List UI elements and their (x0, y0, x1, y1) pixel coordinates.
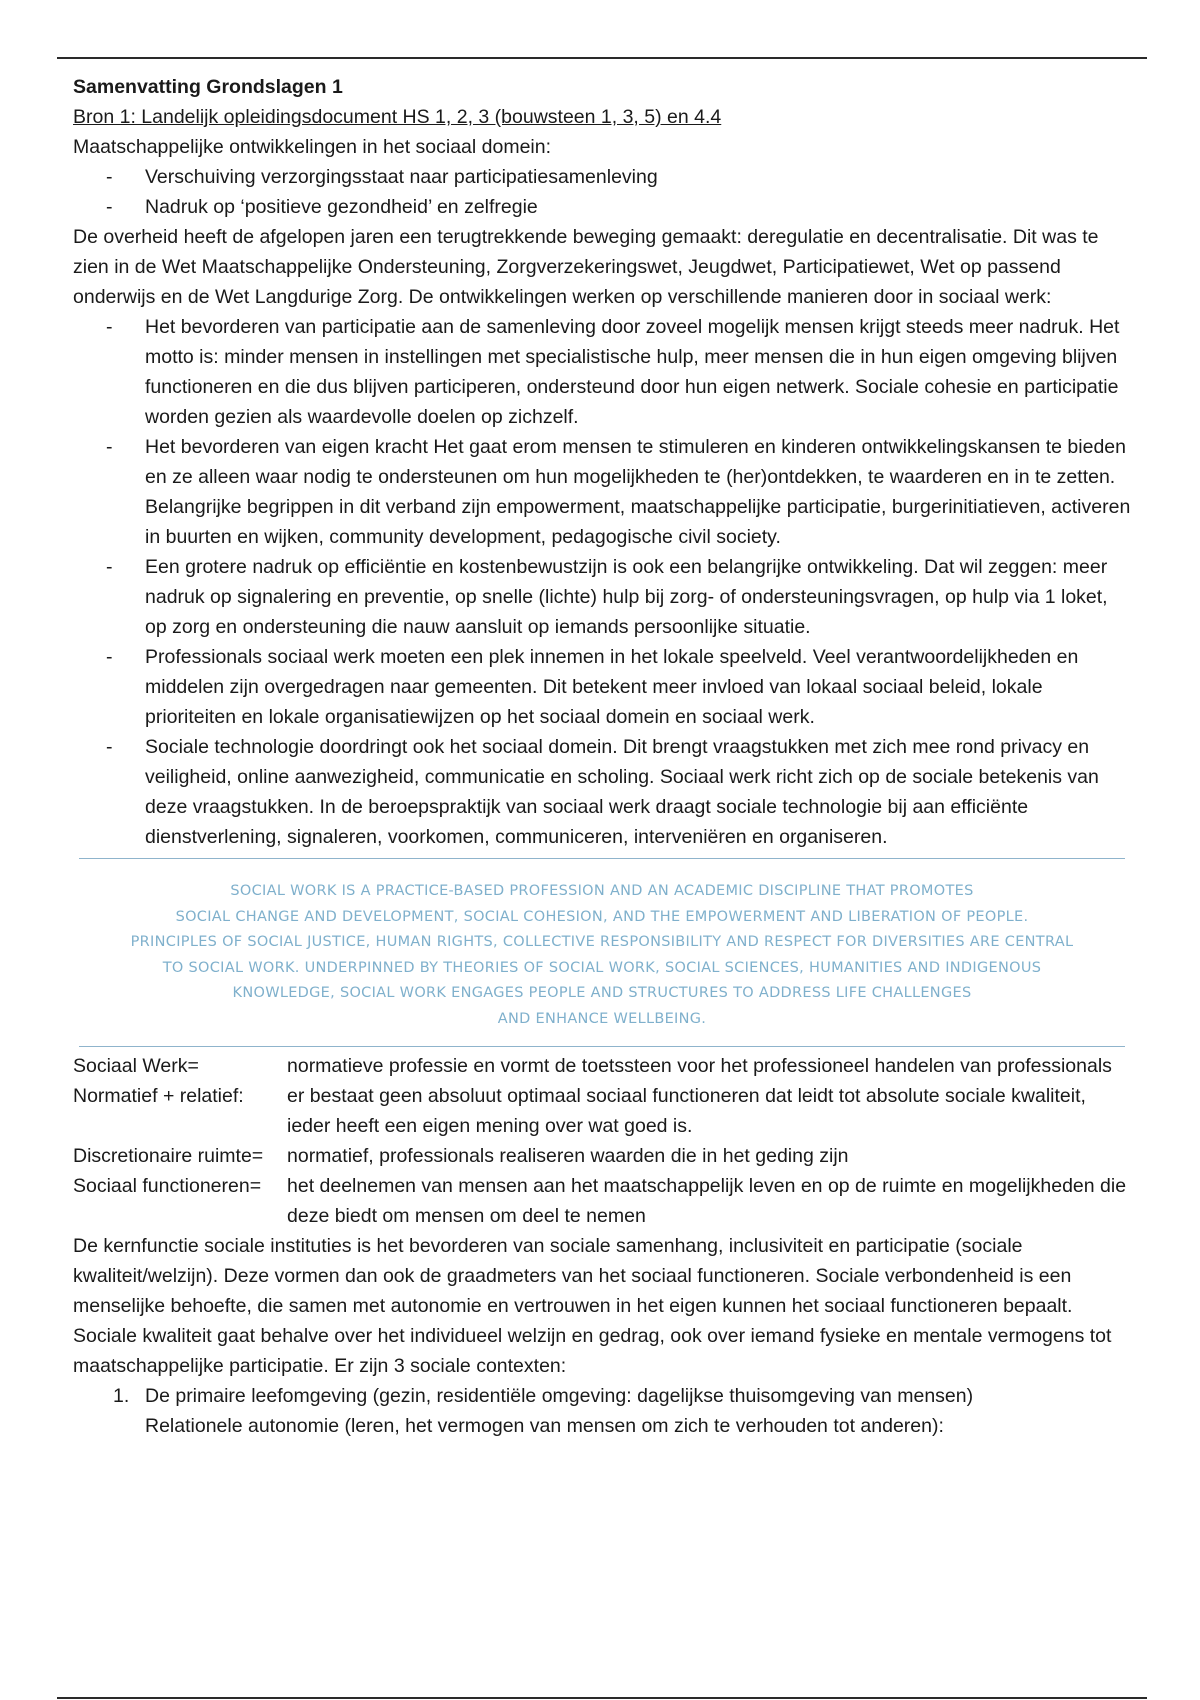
quote-line: KNOWLEDGE, SOCIAL WORK ENGAGES PEOPLE AND STRUCTURES TO ADDRESS LIFE CHALLENGES (232, 985, 972, 1001)
list-item (73, 192, 1133, 222)
list-item-text: Nadruk op ‘positieve gezondheid’ en zelfregie (145, 196, 538, 218)
context-title: De primaire leefomgeving (gezin, residentiële omgeving: dagelijkse thuisomgeving van mensen) (145, 1385, 974, 1407)
list-item-text: Het bevorderen van eigen kracht Het gaat erom mensen te stimuleren en kinderen ontwikkelingskansen te bieden en ze alleen waar nodig te ondersteunen om hun mogelijkheden te (her)ontdekken, te waarderen en in te zetten. Belangrijke begrippen in dit verband zijn empowerment, maatschappelijke participatie, burgerinitiatieven, activeren in buurten en wijken, community development, pedagogische civil society. (145, 436, 1131, 548)
intro-bullet-list (73, 162, 1133, 222)
social-work-definition-quote (79, 858, 1125, 1047)
definition-description: normatieve professie en vormt de toetssteen voor het professioneel handelen van professionals (287, 1055, 1112, 1077)
list-item (73, 432, 1133, 552)
list-item (73, 312, 1133, 432)
dash-bullet: - (106, 436, 113, 458)
document-title: Samenvatting Grondslagen 1 (73, 76, 343, 98)
quote-line: TO SOCIAL WORK. UNDERPINNED BY THEORIES OF SOCIAL WORK, SOCIAL SCIENCES, HUMANITIES AND INDIGENOUS (162, 959, 1042, 976)
dash-bullet: - (106, 646, 113, 668)
quote-line: SOCIAL WORK IS A PRACTICE-BASED PROFESSION AND AN ACADEMIC DISCIPLINE THAT PROMOTES (230, 883, 974, 899)
dash-bullet: - (106, 556, 113, 578)
context-detail: Relationele autonomie (leren, het vermogen van mensen om zich te verhouden tot anderen): (145, 1415, 944, 1437)
list-item-text: Verschuiving verzorgingsstaat naar participatiesamenleving (145, 166, 658, 188)
definition-row (73, 1051, 1133, 1081)
dash-bullet: - (106, 196, 113, 218)
social-contexts-list (73, 1381, 1133, 1441)
intro-line: Maatschappelijke ontwikkelingen in het sociaal domein: (73, 136, 552, 158)
dash-bullet: - (106, 316, 113, 338)
paragraph-government: De overheid heeft de afgelopen jaren een terugtrekkende beweging gemaakt: deregulatie en decentralisatie. Dit was te zien in de Wet Maatschappelijke Ondersteuning, Zorgverzekeringswet, Jeugdwet, Participatiewet, Wet op passend onderwijs en de Wet Langdurige Zorg. De ontwikkelingen werken op verschillende manieren door in sociaal werk: (73, 226, 1099, 308)
dash-bullet: - (106, 736, 113, 758)
definition-row (73, 1171, 1133, 1231)
definition-term: Sociaal Werk= (73, 1055, 199, 1077)
definition-description: er bestaat geen absoluut optimaal sociaal functioneren dat leidt tot absolute sociale kwaliteit, ieder heeft een eigen mening over wat goed is. (287, 1085, 1086, 1137)
definition-term: Sociaal functioneren= (73, 1175, 262, 1197)
definition-row (73, 1141, 1133, 1171)
development-bullet-list (73, 312, 1133, 852)
quote-line: SOCIAL CHANGE AND DEVELOPMENT, SOCIAL COHESION, AND THE EMPOWERMENT AND LIBERATION OF PEOPLE. (175, 908, 1029, 925)
document-body (73, 72, 1133, 1441)
list-item (73, 552, 1133, 642)
source-line: Bron 1: Landelijk opleidingsdocument HS 1, 2, 3 (bouwsteen 1, 3, 5) en 4.4 (73, 106, 722, 128)
list-item (73, 162, 1133, 192)
quote-line: PRINCIPLES OF SOCIAL JUSTICE, HUMAN RIGHTS, COLLECTIVE RESPONSIBILITY AND RESPECT FOR DIVERSITIES ARE CENTRAL (130, 934, 1074, 950)
top-rule (57, 57, 1147, 59)
list-item (73, 732, 1133, 852)
definition-row (73, 1081, 1133, 1141)
list-item-text: Het bevorderen van participatie aan de samenleving door zoveel mogelijk mensen krijgt steeds meer nadruk. Het motto is: minder mensen in instellingen met specialistische hulp, meer mensen die in hun eigen omgeving blijven functioneren en die dus blijven participeren, ondersteund door hun eigen netwerk. Sociale cohesie en participatie worden gezien als waardevolle doelen op zichzelf. (145, 316, 1120, 428)
list-item-text: Sociale technologie doordringt ook het sociaal domein. Dit brengt vraagstukken met zich mee rond privacy en veiligheid, online aanwezigheid, communicatie en scholing. Sociaal werk richt zich op de sociale betekenis van deze vraagstukken. In de beroepspraktijk van sociaal werk draagt sociale technologie bij aan efficiënte dienstverlening, signaleren, voorkomen, communiceren, interveniëren en organiseren. (145, 736, 1099, 848)
definitions-list (73, 1051, 1133, 1231)
definition-term: Discretionaire ruimte= (73, 1145, 264, 1167)
list-number: 1. (113, 1385, 130, 1407)
quote-line: AND ENHANCE WELLBEING. (497, 1010, 707, 1027)
dash-bullet: - (106, 166, 113, 188)
paragraph-core-function: De kernfunctie sociale instituties is het bevorderen van sociale samenhang, inclusiviteit en participatie (sociale kwaliteit/welzijn). Deze vormen dan ook de graadmeters van het sociaal functioneren. Sociale verbondenheid is een menselijke behoefte, die samen met autonomie en vertrouwen in het eigen kunnen het sociaal functioneren bepaalt. Sociale kwaliteit gaat behalve over het individueel welzijn en gedrag, ook over iemand fysieke en mentale vermogens tot maatschappelijke participatie. Er zijn 3 sociale contexten: (73, 1235, 1112, 1377)
list-item (73, 642, 1133, 732)
definition-term: Normatief + relatief: (73, 1085, 244, 1107)
list-item (73, 1381, 1133, 1441)
definition-description: normatief, professionals realiseren waarden die in het geding zijn (287, 1145, 849, 1167)
definition-description: het deelnemen van mensen aan het maatschappelijk leven en op de ruimte en mogelijkheden die deze biedt om mensen om deel te nemen (287, 1175, 1127, 1227)
list-item-text: Professionals sociaal werk moeten een plek innemen in het lokale speelveld. Veel verantwoordelijkheden en middelen zijn overgedragen naar gemeenten. Dit betekent meer invloed van lokaal sociaal beleid, lokale prioriteiten en lokale organisatiewijzen op het sociaal domein en sociaal werk. (145, 646, 1079, 728)
list-item-text: Een grotere nadruk op efficiëntie en kostenbewustzijn is ook een belangrijke ontwikkeling. Dat wil zeggen: meer nadruk op signalering en preventie, op snelle (lichte) hulp bij zorg- of ondersteuningsvragen, op hulp via 1 loket, op zorg en ondersteuning die nauw aansluit op iemands persoonlijke situatie. (145, 556, 1108, 638)
bottom-rule (57, 1697, 1147, 1699)
